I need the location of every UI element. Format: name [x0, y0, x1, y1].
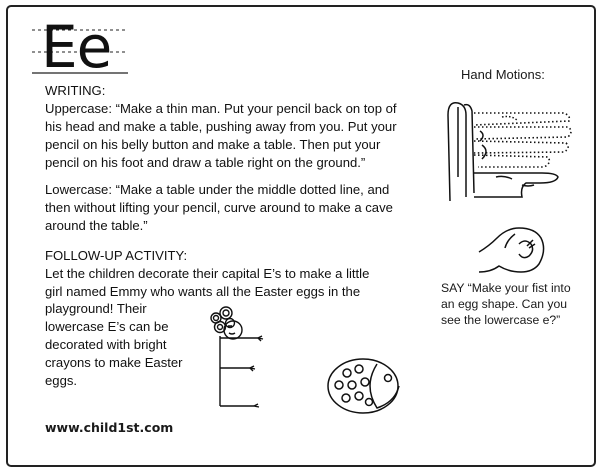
followup-text [45, 265, 425, 301]
lowercase-instructions [45, 181, 425, 235]
followup-heading: FOLLOW-UP ACTIVITY: [45, 248, 188, 263]
uppercase-line: pencil on his belly button and make a table. Then put your [45, 137, 381, 152]
uppercase-line: his head and make a table, pushing away from you. Put your [45, 119, 397, 134]
fist-icon [475, 222, 547, 276]
say-instruction [441, 280, 591, 328]
say-line: an egg shape. Can you [441, 297, 568, 311]
flat-hands-icon [438, 97, 578, 209]
website-url: www.child1st.com [45, 420, 174, 435]
letter-title: Ee [41, 13, 112, 81]
uppercase-instructions [45, 100, 425, 172]
lowercase-line: around the table.” [45, 218, 148, 233]
emmy-stick-figure-icon [190, 300, 280, 412]
easter-egg-icon [325, 355, 407, 417]
followup-line: eggs. [45, 373, 78, 388]
followup-line: crayons to make Easter [45, 355, 183, 370]
followup-line: girl named Emmy who wants all the Easter eggs in the [45, 284, 361, 299]
say-line: SAY “Make your fist into [441, 281, 571, 295]
followup-line: Let the children decorate their capital E’s to make a little [45, 266, 370, 281]
followup-line: playground! Their [45, 301, 147, 316]
say-line: see the lowercase e?” [441, 313, 561, 327]
lowercase-line: Lowercase: “Make a table under the middle dotted line, and [45, 182, 390, 197]
followup-line: lowercase E’s can be [45, 319, 169, 334]
writing-heading: WRITING: [45, 83, 106, 98]
lowercase-line: then without lifting your pencil, curve around to make a cave [45, 200, 393, 215]
uppercase-line: pencil on his foot and draw a table right on the ground.” [45, 155, 366, 170]
followup-line: decorated with bright [45, 337, 167, 352]
uppercase-line: Uppercase: “Make a thin man. Put your pencil back on top of [45, 101, 397, 116]
hand-motions-title: Hand Motions: [461, 67, 545, 82]
